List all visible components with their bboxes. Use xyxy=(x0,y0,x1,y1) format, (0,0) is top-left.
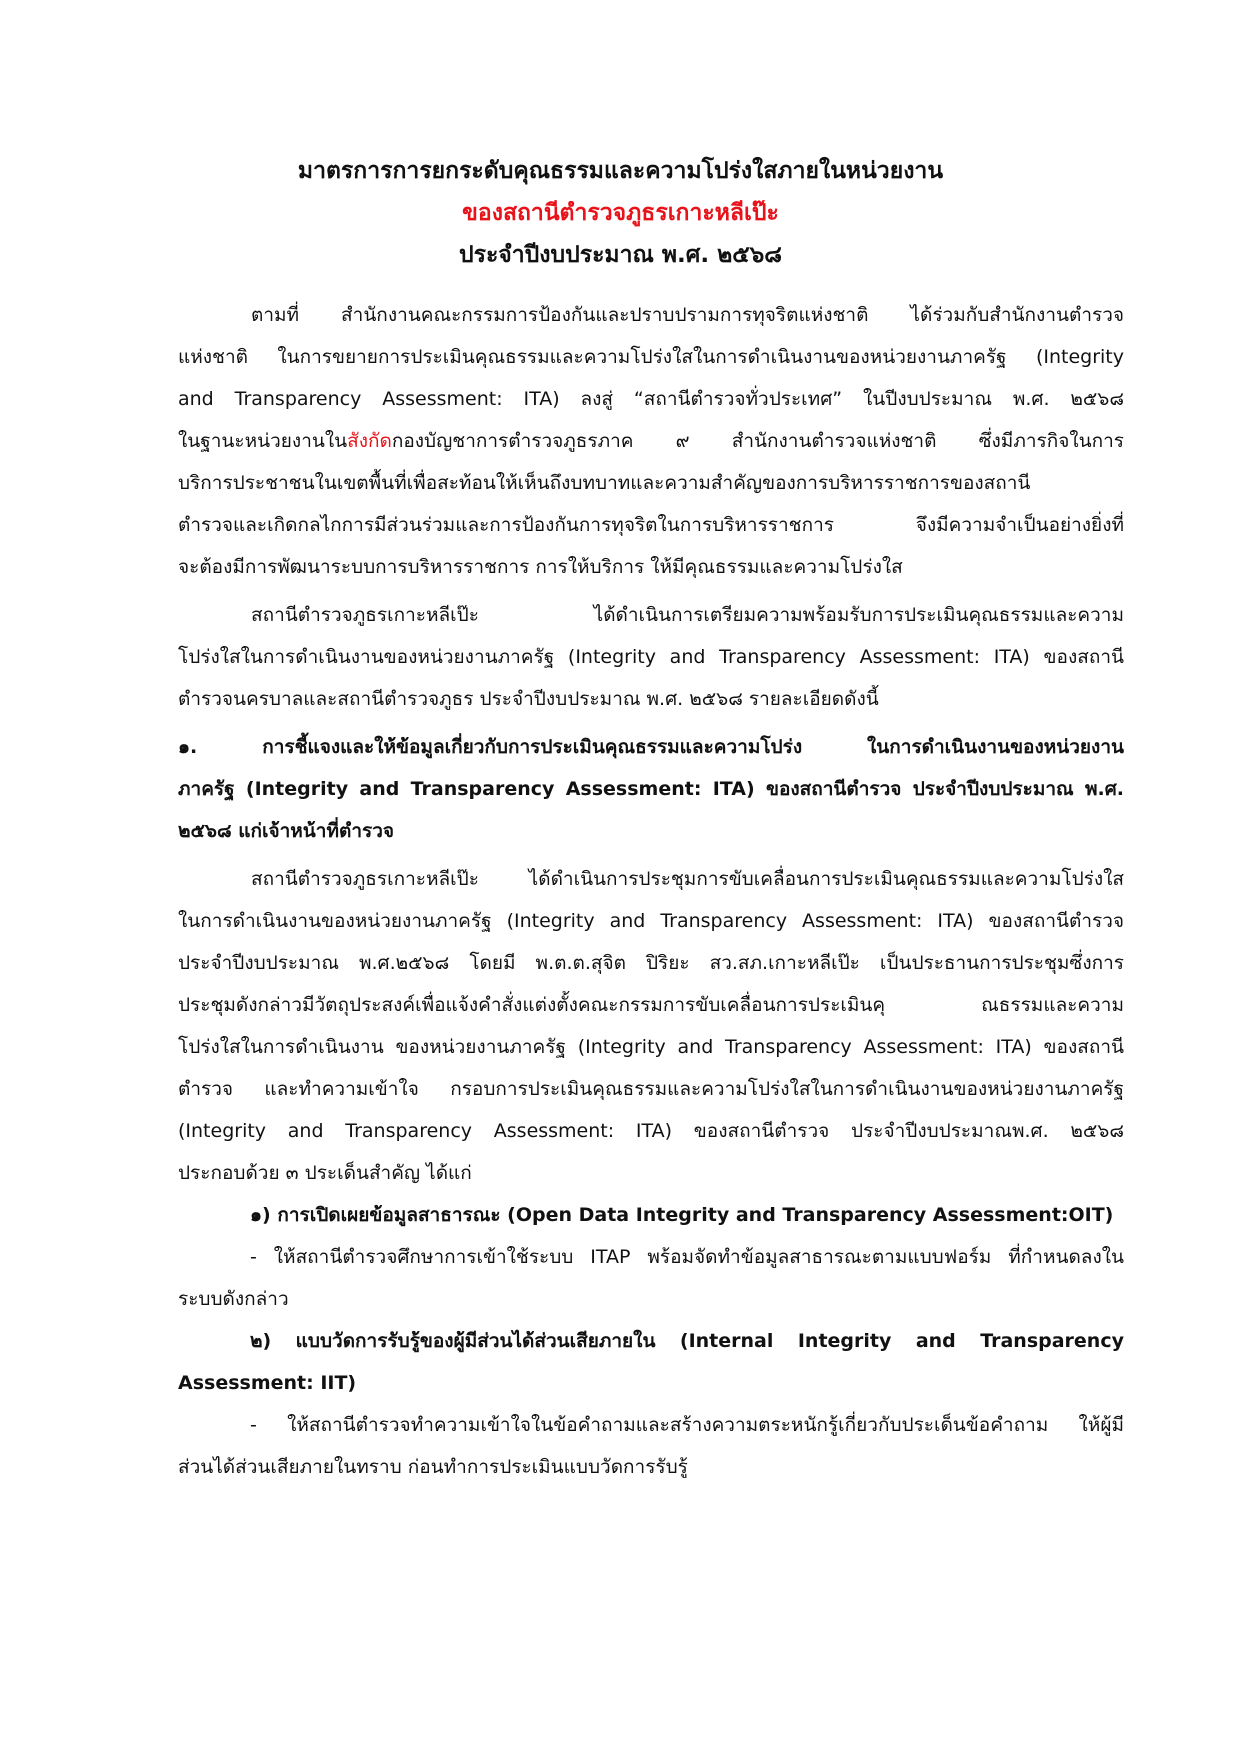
title-line-1: มาตรการการยกระดับคุณธรรมและความโปร่งใสภายในหน่วยงาน xyxy=(297,158,944,184)
paragraph-line: โปร่งใสในการดำเนินงานของหน่วยงานภาครัฐ (Integrity and Transparency Assessment: ITA) ของสถานี xyxy=(178,646,1124,668)
document-body xyxy=(178,294,1124,1488)
paragraph-line: and Transparency Assessment: ITA) ลงสู่ “สถานีตำรวจทั่วประเทศ” ในปีงบประมาณ พ.ศ. ๒๕๖๘ xyxy=(178,388,1124,410)
paragraph-line: ในการดำเนินงานของหน่วยงานภาครัฐ (Integrity and Transparency Assessment: ITA) ของสถานีตำรวจ xyxy=(178,910,1124,932)
text-segment: ในฐานะหน่วยงานใน xyxy=(178,430,348,452)
paragraph-line: ประกอบด้วย ๓ ประเด็นสำคัญ ได้แก่ xyxy=(178,1162,472,1184)
item-2-iit xyxy=(178,1320,1124,1488)
paragraph-line: ตามที่ สำนักงานคณะกรรมการป้องกันและปราบปรามการทุจริตแห่งชาติ ได้ร่วมกับสำนักงานตำรวจ xyxy=(251,304,1124,326)
item-heading: Assessment: IIT) xyxy=(178,1372,357,1394)
paragraph-line: สถานีตำรวจภูธรเกาะหลีเป๊ะ ได้ดำเนินการเตรียมความพร้อมรับการประเมินคุณธรรมและความ xyxy=(251,604,1124,626)
section-heading-line: ภาครัฐ (Integrity and Transparency Assessment: ITA) ของสถานีตำรวจ ประจำปีงบประมาณ พ.ศ. xyxy=(178,778,1124,800)
item-line: - ให้สถานีตำรวจศึกษาการเข้าใช้ระบบ ITAP พร้อมจัดทำข้อมูลสาธารณะตามแบบฟอร์ม ที่กำหนดลงใน xyxy=(250,1246,1124,1268)
section-heading-line: ๑. การชี้แจงและให้ข้อมูลเกี่ยวกับการประเมินคุณธรรมและความโปร่ง ในการดำเนินงานของหน่วยงาน xyxy=(178,736,1124,758)
section-1-heading xyxy=(178,726,1124,852)
item-line: ระบบดังกล่าว xyxy=(178,1288,289,1310)
paragraph-line: ประจำปีงบประมาณ พ.ศ.๒๕๖๘ โดยมี พ.ต.ต.สุจิต ปิริยะ สว.สภ.เกาะหลีเป๊ะ เป็นประธานการประชุมซึ่งการ xyxy=(178,952,1124,974)
text-segment: กองบัญชาการตำรวจภูธรภาค ๙ สำนักงานตำรวจแห่งชาติ ซึ่งมีภารกิจในการ xyxy=(391,430,1124,452)
title-line-fiscal-year: ประจำปีงบประมาณ พ.ศ. ๒๕๖๘ xyxy=(458,242,782,268)
paragraph-line: (Integrity and Transparency Assessment: ITA) ของสถานีตำรวจ ประจำปีงบประมาณพ.ศ. ๒๕๖๘ xyxy=(178,1120,1124,1142)
preparation-paragraph xyxy=(178,594,1124,720)
meeting-paragraph xyxy=(178,858,1124,1194)
item-line: ส่วนได้ส่วนเสียภายในทราบ ก่อนทำการประเมินแบบวัดการรับรู้ xyxy=(178,1456,688,1478)
item-heading: ๑) การเปิดเผยข้อมูลสาธารณะ (Open Data Integrity and Transparency Assessment:OIT) xyxy=(250,1204,1114,1226)
paragraph-line: บริการประชาชนในเขตพื้นที่เพื่อสะท้อนให้เห็นถึงบทบาทและความสำคัญของการบริหารราชการของสถานี xyxy=(178,472,1031,494)
intro-paragraph xyxy=(178,294,1124,588)
paragraph-line: ตำรวจนครบาลและสถานีตำรวจภูธร ประจำปีงบประมาณ พ.ศ. ๒๕๖๘ รายละเอียดดังนี้ xyxy=(178,688,879,710)
paragraph-line: ประชุมดังกล่าวมีวัตถุประสงค์เพื่อแจ้งคำสั่งแต่งตั้งคณะกรรมการขับเคลื่อนการประเมินคุ ณธรรมและความ xyxy=(178,994,1124,1016)
paragraph-line: ตำรวจ และทำความเข้าใจ กรอบการประเมินคุณธรรมและความโปร่งใสในการดำเนินงานของหน่วยงานภาครัฐ xyxy=(178,1078,1124,1100)
item-heading: ๒) แบบวัดการรับรู้ของผู้มีส่วนได้ส่วนเสียภายใน (Internal Integrity and Transparency xyxy=(250,1330,1124,1352)
paragraph-line xyxy=(178,420,1124,462)
document-title xyxy=(0,150,1241,276)
section-heading-line: ๒๕๖๘ แก่เจ้าหน้าที่ตำรวจ xyxy=(178,820,395,842)
title-line-station: ของสถานีตำรวจภูธรเกาะหลีเป๊ะ xyxy=(462,200,779,226)
paragraph-line: ตำรวจและเกิดกลไกการมีส่วนร่วมและการป้องกันการทุจริตในการบริหารราชการ จึงมีความจำเป็นอย่างยิ่งที่ xyxy=(178,514,1124,536)
paragraph-line: แห่งชาติ ในการขยายการประเมินคุณธรรมและความโปร่งใสในการดำเนินงานของหน่วยงานภาครัฐ (Integrity xyxy=(178,346,1124,368)
paragraph-line: สถานีตำรวจภูธรเกาะหลีเป๊ะ ได้ดำเนินการประชุมการขับเคลื่อนการประเมินคุณธรรมและความโปร่งใส xyxy=(251,868,1124,890)
item-1-oit xyxy=(178,1194,1124,1320)
highlighted-word: สังกัด xyxy=(347,430,392,452)
paragraph-line: โปร่งใสในการดำเนินงาน ของหน่วยงานภาครัฐ (Integrity and Transparency Assessment: ITA) ของสถานี xyxy=(178,1036,1124,1058)
paragraph-line: จะต้องมีการพัฒนาระบบการบริหารราชการ การให้บริการ ให้มีคุณธรรมและความโปร่งใส xyxy=(178,556,903,578)
item-line: - ให้สถานีตำรวจทำความเข้าใจในข้อคำถามและสร้างความตระหนักรู้เกี่ยวกับประเด็นข้อคำถาม ให้ผู้มี xyxy=(250,1414,1124,1436)
